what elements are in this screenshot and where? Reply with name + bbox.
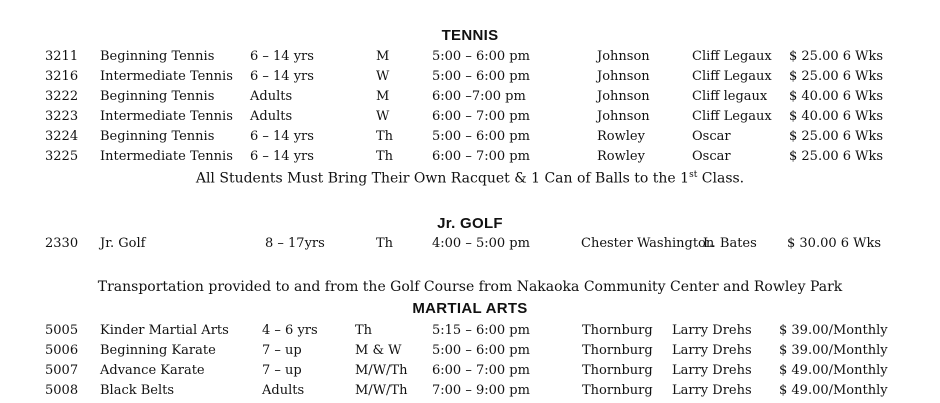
location: Chester Washington xyxy=(581,236,715,251)
days: W xyxy=(376,69,390,84)
course-number: 3223 xyxy=(45,109,79,124)
tennis-row xyxy=(0,149,940,169)
martial-arts-row xyxy=(0,343,940,363)
age-range: 4 – 6 yrs xyxy=(262,323,318,338)
days: Th xyxy=(355,323,373,338)
instructor: Larry Drehs xyxy=(672,343,752,358)
days: Th xyxy=(376,236,394,251)
days: Th xyxy=(376,129,394,144)
course-number: 3224 xyxy=(45,129,79,144)
location: Johnson xyxy=(597,69,650,84)
age-range: 6 – 14 yrs xyxy=(250,149,314,164)
class-name: Kinder Martial Arts xyxy=(100,323,229,338)
class-name: Beginning Tennis xyxy=(100,49,215,64)
fee: $ 39.00/Monthly xyxy=(779,343,888,358)
class-name: Black Belts xyxy=(100,383,175,398)
fee: $ 39.00/Monthly xyxy=(779,323,888,338)
course-number: 3216 xyxy=(45,69,79,84)
course-number: 2330 xyxy=(45,236,79,251)
days: W xyxy=(376,109,390,124)
class-name: Intermediate Tennis xyxy=(100,149,233,164)
time: 7:00 – 9:00 pm xyxy=(432,383,530,398)
tennis-row xyxy=(0,109,940,129)
days: M & W xyxy=(355,343,402,358)
age-range: 6 – 14 yrs xyxy=(250,69,314,84)
course-number: 3211 xyxy=(45,49,79,64)
course-number: 5008 xyxy=(45,383,79,398)
location: Thornburg xyxy=(582,383,653,398)
location: Thornburg xyxy=(582,323,653,338)
location: Johnson xyxy=(597,89,650,104)
time: 6:00 –7:00 pm xyxy=(432,89,526,104)
course-number: 3222 xyxy=(45,89,79,104)
age-range: Adults xyxy=(250,109,293,124)
golf-row xyxy=(0,236,940,256)
age-range: 7 – up xyxy=(262,363,302,378)
instructor: Larry Drehs xyxy=(672,383,752,398)
instructor: L. Bates xyxy=(703,236,757,251)
class-name: Jr. Golf xyxy=(100,236,146,251)
location: Rowley xyxy=(597,149,645,164)
instructor: Larry Drehs xyxy=(672,363,752,378)
course-number: 5005 xyxy=(45,323,79,338)
time: 5:00 – 6:00 pm xyxy=(432,343,530,358)
time: 5:00 – 6:00 pm xyxy=(432,129,530,144)
course-number: 5007 xyxy=(45,363,79,378)
tennis-note-end: Class. xyxy=(697,170,745,187)
tennis-note-text: All Students Must Bring Their Own Racquet & 1 Can of Balls to the 1 xyxy=(195,170,690,187)
instructor: Larry Drehs xyxy=(672,323,752,338)
time: 5:00 – 6:00 pm xyxy=(432,69,530,84)
location: Thornburg xyxy=(582,363,653,378)
time: 5:00 – 6:00 pm xyxy=(432,49,530,64)
days: Th xyxy=(376,149,394,164)
fee: $ 40.00 6 Wks xyxy=(789,109,884,124)
tennis-row xyxy=(0,69,940,89)
location: Thornburg xyxy=(582,343,653,358)
golf-note: Transportation provided to and from the Golf Course from Nakaoka Community Center and Rowley Park xyxy=(97,279,843,295)
fee: $ 40.00 6 Wks xyxy=(789,89,884,104)
martial-arts-row xyxy=(0,363,940,383)
fee: $ 49.00/Monthly xyxy=(779,363,888,378)
instructor: Oscar xyxy=(692,149,731,164)
course-number: 3225 xyxy=(45,149,79,164)
class-name: Intermediate Tennis xyxy=(100,109,233,124)
time: 6:00 – 7:00 pm xyxy=(432,109,530,124)
age-range: Adults xyxy=(250,89,293,104)
time: 5:15 – 6:00 pm xyxy=(432,323,530,338)
days: M xyxy=(376,89,390,104)
instructor: Cliff Legaux xyxy=(692,49,772,64)
tennis-row xyxy=(0,129,940,149)
days: M xyxy=(376,49,390,64)
time: 4:00 – 5:00 pm xyxy=(432,236,530,251)
fee: $ 25.00 6 Wks xyxy=(789,69,884,84)
time: 6:00 – 7:00 pm xyxy=(432,363,530,378)
location: Johnson xyxy=(597,49,650,64)
instructor: Cliff Legaux xyxy=(692,109,772,124)
class-name: Beginning Tennis xyxy=(100,89,215,104)
age-range: 8 – 17yrs xyxy=(265,236,325,251)
age-range: Adults xyxy=(262,383,305,398)
tennis-note xyxy=(0,170,940,187)
instructor: Oscar xyxy=(692,129,731,144)
fee: $ 25.00 6 Wks xyxy=(789,129,884,144)
course-number: 5006 xyxy=(45,343,79,358)
days: M/W/Th xyxy=(355,383,408,398)
tennis-heading: TENNIS xyxy=(441,27,499,44)
martial-arts-heading: MARTIAL ARTS xyxy=(412,300,528,317)
days: M/W/Th xyxy=(355,363,408,378)
location: Rowley xyxy=(597,129,645,144)
fee: $ 49.00/Monthly xyxy=(779,383,888,398)
tennis-row xyxy=(0,89,940,109)
martial-arts-row xyxy=(0,383,940,403)
time: 6:00 – 7:00 pm xyxy=(432,149,530,164)
age-range: 6 – 14 yrs xyxy=(250,129,314,144)
golf-heading: Jr. GOLF xyxy=(437,215,503,232)
tennis-row xyxy=(0,49,940,69)
age-range: 6 – 14 yrs xyxy=(250,49,314,64)
instructor: Cliff legaux xyxy=(692,89,768,104)
fee: $ 25.00 6 Wks xyxy=(789,49,884,64)
location: Johnson xyxy=(597,109,650,124)
class-name: Intermediate Tennis xyxy=(100,69,233,84)
fee: $ 25.00 6 Wks xyxy=(789,149,884,164)
tennis-note-sup: st xyxy=(689,170,698,180)
instructor: Cliff Legaux xyxy=(692,69,772,84)
class-name: Beginning Tennis xyxy=(100,129,215,144)
class-name: Advance Karate xyxy=(100,363,205,378)
fee: $ 30.00 6 Wks xyxy=(787,236,882,251)
age-range: 7 – up xyxy=(262,343,302,358)
class-name: Beginning Karate xyxy=(100,343,216,358)
martial-arts-row xyxy=(0,323,940,343)
